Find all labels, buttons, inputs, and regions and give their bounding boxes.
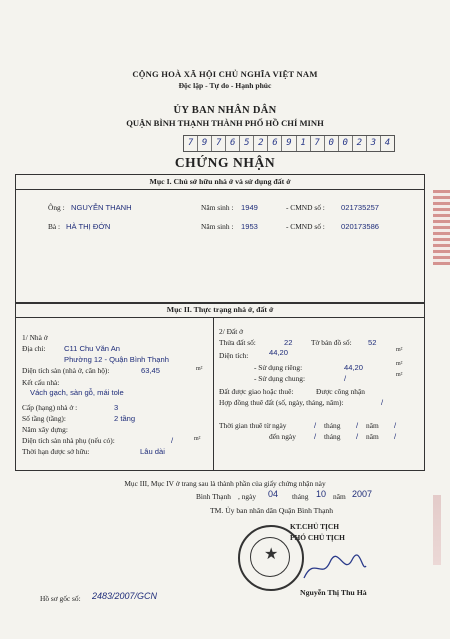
lease-contract-value: / bbox=[381, 398, 384, 407]
common-use-label: - Sử dụng chung: bbox=[254, 374, 306, 383]
build-year-label: Năm xây dựng: bbox=[22, 425, 68, 434]
lease-contract-label: Hợp đồng thuê đất (số, ngày, tháng, năm): bbox=[219, 398, 344, 407]
floors-value: 2 tầng bbox=[114, 414, 136, 423]
owner2-id-label: - CMND số : bbox=[286, 222, 325, 231]
private-use-value: 44,20 bbox=[344, 363, 364, 372]
section-property bbox=[15, 302, 425, 471]
serial-digit: 6 bbox=[226, 136, 240, 151]
house-address-line1: C11 Chu Văn An bbox=[64, 344, 121, 353]
owner1-name: NGUYỄN THANH bbox=[71, 203, 132, 212]
structure-label: Kết cấu nhà: bbox=[22, 378, 60, 387]
lease-to-label: đến ngày bbox=[269, 432, 296, 441]
owner1-id: 021735257 bbox=[341, 203, 380, 212]
floor-area-value: 63,45 bbox=[141, 366, 161, 375]
serial-digit: 7 bbox=[212, 136, 226, 151]
structure-value: Vách gạch, sàn gỗ, mái tole bbox=[30, 388, 124, 397]
district-name: QUẬN BÌNH THẠNH THÀNH PHỐ HỒ CHÍ MINH bbox=[126, 118, 324, 128]
owner2-birth-year: 1953 bbox=[241, 222, 258, 231]
column-divider bbox=[213, 317, 214, 470]
signature-scribble bbox=[300, 550, 370, 586]
lease-from-month: / bbox=[356, 421, 359, 430]
lease-to-day: / bbox=[314, 432, 317, 441]
grade-label: Cấp (hạng) nhà ở : bbox=[22, 403, 78, 412]
owner1-birth-year: 1949 bbox=[241, 203, 258, 212]
official-seal bbox=[238, 525, 304, 591]
lease-from-month-label: tháng bbox=[324, 421, 341, 430]
house-title: 1/ Nhà ở bbox=[22, 333, 48, 342]
serial-digit: 3 bbox=[367, 136, 381, 151]
land-area-unit: m² bbox=[396, 347, 403, 353]
serial-digit: 4 bbox=[384, 138, 391, 148]
authority-name: ỦY BAN NHÂN DÂN bbox=[173, 105, 277, 116]
lease-from-day: / bbox=[314, 421, 317, 430]
floor-area-label: Diện tích sàn (nhà ở, căn hộ): bbox=[22, 366, 110, 375]
lease-from-label: Thời gian thuê từ ngày bbox=[219, 421, 287, 430]
star-icon: ★ bbox=[264, 544, 279, 563]
grade-value: 3 bbox=[114, 403, 119, 412]
serial-digit: 0 bbox=[325, 136, 339, 151]
serial-digit: 6 bbox=[268, 136, 282, 151]
land-title: 2/ Đất ở bbox=[219, 327, 244, 336]
parcel-label: Thửa đất số: bbox=[219, 338, 256, 347]
serial-digit: 9 bbox=[282, 136, 296, 151]
serial-digit: 7 bbox=[184, 136, 198, 151]
floor-area-unit: m² bbox=[196, 366, 203, 372]
aux-area-value: / bbox=[171, 436, 174, 445]
aux-area-unit: m² bbox=[194, 436, 201, 442]
sign-place: Bình Thạnh bbox=[196, 492, 231, 501]
ownership-term-value: Lâu dài bbox=[140, 447, 165, 456]
sign-day-label: , ngày bbox=[238, 492, 257, 501]
owner2-id: 020173586 bbox=[341, 222, 380, 231]
serial-digit: 2 bbox=[254, 136, 268, 151]
signer-unit: TM. Ủy ban nhân dân Quận Bình Thạnh bbox=[210, 506, 334, 515]
house-address-line2: Phường 12 - Quận Bình Thạnh bbox=[64, 355, 169, 364]
aux-area-label: Diện tích sàn nhà phụ (nếu có): bbox=[22, 436, 115, 445]
parcel-value: 22 bbox=[284, 338, 293, 347]
owner1-birth-label: Năm sinh : bbox=[201, 203, 234, 212]
serial-digit: 5 bbox=[240, 136, 254, 151]
serial-digit: 1 bbox=[297, 136, 311, 151]
map-sheet-label: Tờ bản đồ số: bbox=[311, 338, 352, 347]
seal-inner-ring bbox=[250, 537, 290, 577]
common-use-value: / bbox=[344, 374, 347, 383]
land-area-value: 44,20 bbox=[269, 348, 289, 357]
owner1-id-label: - CMND số : bbox=[286, 203, 325, 212]
section-owners bbox=[15, 174, 425, 304]
serial-digit: 7 bbox=[311, 136, 325, 151]
edge-stain bbox=[433, 495, 441, 565]
sign-day: 04 bbox=[268, 489, 279, 499]
signer-name: Nguyễn Thị Thu Hà bbox=[300, 588, 367, 597]
allocation-value: Được công nhận bbox=[316, 387, 365, 396]
land-area-label: Diện tích: bbox=[219, 351, 249, 360]
private-use-unit: m² bbox=[396, 361, 403, 367]
sign-year-label: năm bbox=[333, 492, 346, 501]
section-owners-heading: Mục I. Chủ sở hữu nhà ở và sử dụng đất ở bbox=[16, 175, 424, 190]
lease-from-year-label: năm bbox=[366, 421, 379, 430]
lease-to-month: / bbox=[356, 432, 359, 441]
allocation-label: Đất được giao hoặc thuê: bbox=[219, 387, 294, 396]
sign-month-label: tháng bbox=[292, 492, 309, 501]
serial-number-box bbox=[183, 135, 395, 152]
floors-label: Số tầng (tầng): bbox=[22, 414, 66, 423]
section-property-heading: Mục II. Thực trạng nhà ở, đất ở bbox=[16, 303, 424, 318]
file-number-label: Hồ sơ gốc số: bbox=[40, 594, 81, 603]
sign-month: 10 bbox=[316, 489, 327, 499]
serial-digit: 0 bbox=[339, 136, 353, 151]
common-use-unit: m² bbox=[396, 372, 403, 378]
lease-to-year-label: năm bbox=[366, 432, 379, 441]
owner2-label: Bà : bbox=[48, 222, 61, 231]
file-number: 2483/2007/GCN bbox=[92, 591, 158, 601]
owner2-name: HÀ THỊ ĐỚN bbox=[66, 222, 111, 231]
country-name: CỘNG HOÀ XÃ HỘI CHỦ NGHĨA VIỆT NAM bbox=[132, 69, 318, 79]
owner1-label: Ông : bbox=[48, 203, 65, 212]
serial-digit: 2 bbox=[353, 136, 367, 151]
national-motto: Độc lập - Tự do - Hạnh phúc bbox=[178, 81, 272, 90]
lease-to-month-label: tháng bbox=[324, 432, 341, 441]
signer-title-1: KT.CHỦ TỊCH bbox=[290, 522, 340, 531]
lease-from-year: / bbox=[394, 421, 397, 430]
private-use-label: - Sử dụng riêng: bbox=[254, 363, 303, 372]
house-address-label: Địa chỉ: bbox=[22, 344, 46, 353]
document-title: CHỨNG NHẬN bbox=[174, 155, 276, 170]
serial-digit: 9 bbox=[198, 136, 212, 151]
owner2-birth-label: Năm sinh : bbox=[201, 222, 234, 231]
edge-stamp-mark bbox=[433, 190, 450, 265]
signer-title-2: PHÓ CHỦ TỊCH bbox=[290, 533, 345, 542]
appendix-note: Mục III, Mục IV ở trang sau là thành phần của giấy chứng nhận này bbox=[124, 479, 326, 488]
sign-year: 2007 bbox=[352, 489, 373, 499]
map-sheet-value: 52 bbox=[368, 338, 377, 347]
ownership-term-label: Thời hạn được sở hữu: bbox=[22, 447, 90, 456]
lease-to-year: / bbox=[394, 432, 397, 441]
